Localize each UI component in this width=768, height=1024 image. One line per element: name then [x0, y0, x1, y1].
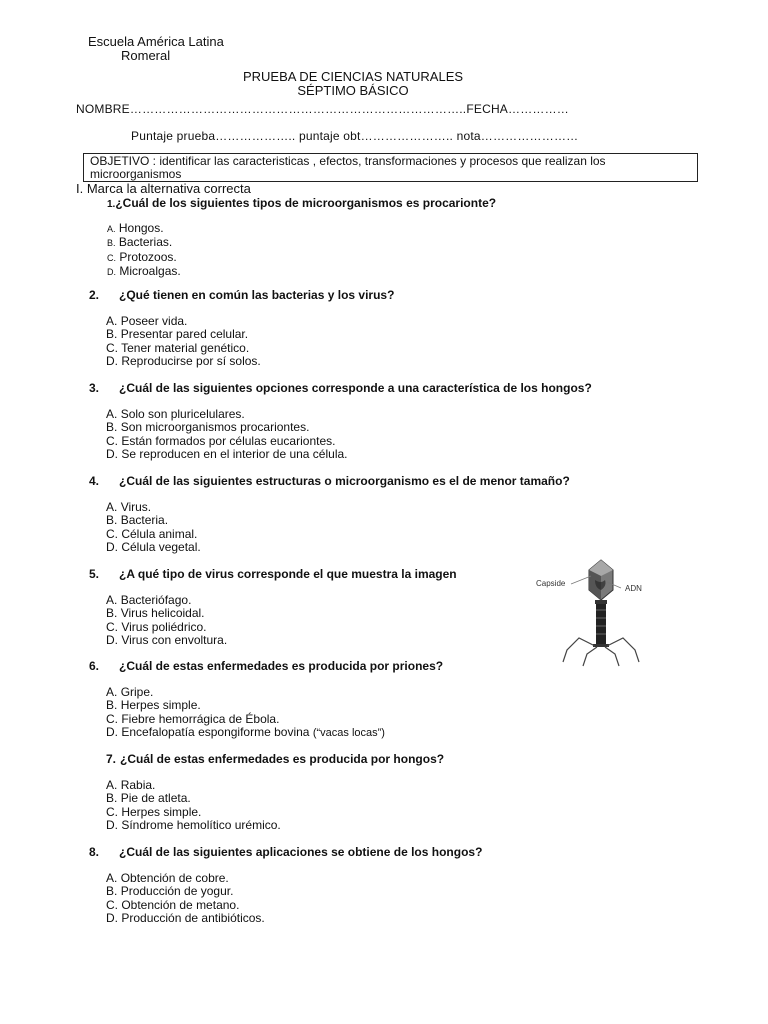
option-a: A. Rabia.: [106, 778, 156, 792]
question-2: 2. ¿Qué tienen en común las bacterias y los virus?: [89, 288, 395, 302]
option-d: D. Célula vegetal.: [106, 540, 201, 555]
question-1-text: ¿Cuál de los siguientes tipos de microorganismos es procarionte?: [115, 196, 497, 210]
option-a: A. Solo son pluricelulares.: [106, 407, 245, 421]
question-3: 3. ¿Cuál de las siguientes opciones corresponde a una característica de los hongos?: [89, 381, 592, 395]
option-b: B. Producción de yogur.: [106, 884, 234, 899]
option-b: B. Son microorganismos procariontes.: [106, 420, 310, 435]
objective-box: OBJETIVO : identificar las caracteristicas , efectos, transformaciones y procesos que realizan los microorganismos: [83, 153, 698, 182]
question-1-options: [107, 222, 181, 280]
question-3-options: [106, 408, 348, 462]
question-4-options: [106, 501, 201, 555]
test-title: [0, 70, 706, 98]
option-d: D. Producción de antibióticos.: [106, 911, 265, 926]
option-c: C. Célula animal.: [106, 526, 198, 541]
capsid-label: Capside: [536, 579, 566, 588]
dna-label: ADN: [625, 584, 642, 593]
question-4-text: ¿Cuál de las siguientes estructuras o microorganismo es el de menor tamaño?: [119, 474, 570, 488]
question-7-options: [106, 779, 281, 833]
option-d: D. Microalgas.: [107, 264, 181, 279]
school-line-2: Romeral: [121, 48, 171, 63]
option-c: C. Protozoos.: [107, 249, 177, 264]
option-c: C. Tener material genético.: [106, 340, 250, 355]
school-name: [88, 35, 224, 63]
question-8-text: ¿Cuál de las siguientes aplicaciones se obtiene de los hongos?: [119, 845, 483, 859]
question-4: 4. ¿Cuál de las siguientes estructuras o microorganismo es el de menor tamaño?: [89, 474, 570, 488]
bacteriophage-image: [533, 558, 649, 668]
option-c: C. Están formados por células eucariontes.: [106, 433, 336, 448]
option-b: B. Presentar pared celular.: [106, 327, 249, 342]
option-a: A. Poseer vida.: [106, 314, 188, 328]
question-5-options: [106, 594, 227, 648]
option-b: B. Herpes simple.: [106, 698, 201, 713]
title-line-2: SÉPTIMO BÁSICO: [297, 83, 409, 98]
question-8-options: [106, 872, 265, 926]
option-c: C. Obtención de metano.: [106, 897, 240, 912]
option-d: D. Reproducirse por sí solos.: [106, 354, 261, 369]
question-2-text: ¿Qué tienen en común las bacterias y los virus?: [119, 288, 395, 302]
school-line-1: Escuela América Latina: [88, 34, 224, 49]
option-b: B. Virus helicoidal.: [106, 606, 205, 621]
title-line-1: PRUEBA DE CIENCIAS NATURALES: [242, 69, 464, 84]
option-d: D. Encefalopatía espongiforme bovina (“vacas locas”): [106, 725, 385, 740]
option-b: B. Bacteria.: [106, 513, 169, 528]
question-7: 7. ¿Cuál de estas enfermedades es producida por hongos?: [106, 752, 445, 766]
question-2-options: [106, 315, 261, 369]
option-b: B. Bacterias.: [107, 235, 173, 250]
score-row: Puntaje prueba……………….. puntaje obt………………….. nota……………………: [131, 129, 579, 143]
question-7-text: ¿Cuál de estas enfermedades es producida por hongos?: [120, 752, 445, 766]
option-a: A. Obtención de cobre.: [106, 871, 229, 885]
option-b: B. Pie de atleta.: [106, 791, 191, 806]
question-5: 5. ¿A qué tipo de virus corresponde el que muestra la imagen: [89, 567, 457, 581]
option-a: A. Bacteriófago.: [106, 593, 192, 607]
option-a: A. Hongos.: [107, 221, 164, 235]
option-a: A. Gripe.: [106, 685, 154, 699]
option-c: C. Herpes simple.: [106, 804, 202, 819]
section-instruction: I. Marca la alternativa correcta: [76, 181, 251, 196]
question-1: 1.¿Cuál de los siguientes tipos de microorganismos es procarionte?: [107, 196, 497, 210]
option-a: A. Virus.: [106, 500, 152, 514]
question-6-text: ¿Cuál de estas enfermedades es producida por priones?: [119, 659, 444, 673]
question-3-text: ¿Cuál de las siguientes opciones corresponde a una característica de los hongos?: [119, 381, 592, 395]
name-date-row: NOMBRE………………………………………………………………………..FECHA……………: [76, 102, 570, 116]
option-c: C. Virus poliédrico.: [106, 619, 207, 634]
option-d: D. Virus con envoltura.: [106, 633, 228, 648]
question-6: 6. ¿Cuál de estas enfermedades es producida por priones?: [89, 659, 444, 673]
option-c: C. Fiebre hemorrágica de Ébola.: [106, 711, 280, 726]
question-8: 8. ¿Cuál de las siguientes aplicaciones se obtiene de los hongos?: [89, 845, 483, 859]
option-d: D. Se reproducen en el interior de una célula.: [106, 447, 348, 462]
question-5-text: ¿A qué tipo de virus corresponde el que muestra la imagen: [119, 567, 457, 581]
option-d: D. Síndrome hemolítico urémico.: [106, 818, 281, 833]
question-6-options: [106, 686, 385, 741]
